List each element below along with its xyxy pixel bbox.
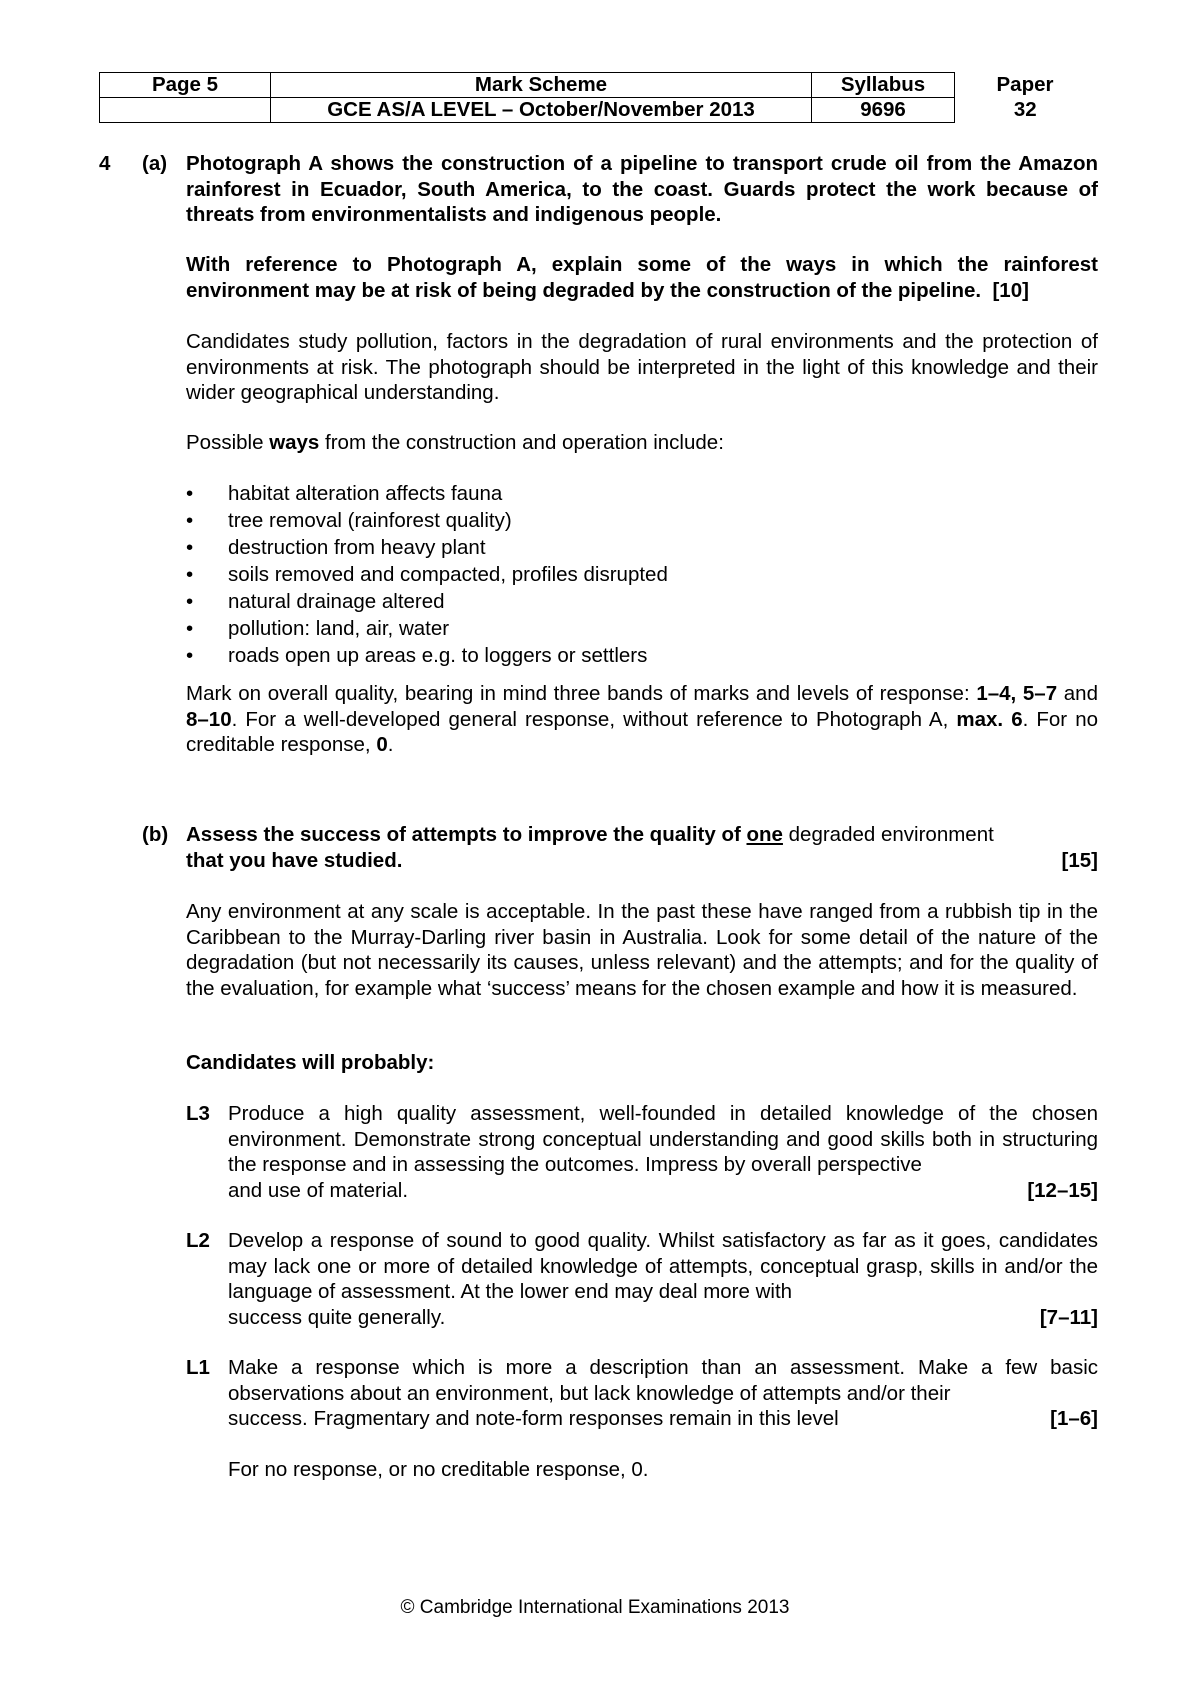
footer-copyright: © Cambridge International Examinations 2013 <box>400 1597 790 1618</box>
part-a-marks: [10] <box>992 278 1029 302</box>
level-last-line <box>228 1305 1098 1331</box>
part-a-question <box>186 252 1098 303</box>
no-response-note: For no response, or no creditable response, 0. <box>228 1458 649 1481</box>
part-a-marking-guidance <box>186 681 1098 758</box>
part-b-question-line2-text: that you have studied. <box>186 848 403 872</box>
level-last-text: success quite generally. <box>228 1305 446 1329</box>
header-paper-number: 32 <box>1013 98 1037 121</box>
marking-text: Mark on overall quality, bearing in mind three bands of marks and levels of response: <box>186 682 977 705</box>
list-item: • tree removal (rainforest quality) <box>186 507 1098 534</box>
part-a-label: (a) <box>142 152 168 175</box>
part-b-guidance: Any environment at any scale is acceptable. In the past these have ranged from a rubbish tip in the Caribbean to the Murray-Darling river basin in Australia. Look for some detail of the nature of the degradation (but not necessarily its causes, unless relevant) and the attempts; and for the quality of the evaluation, for example what ‘success’ means for the chosen example and how it is measured. <box>186 900 1098 1000</box>
marking-text: . For a well-developed general response, without reference to Photograph A, <box>231 707 957 731</box>
part-b-label: (b) <box>142 823 169 846</box>
header-table <box>99 72 1096 123</box>
level-code: L3 <box>186 1102 210 1125</box>
list-item: • natural drainage altered <box>186 588 1098 615</box>
header-syllabus-code: 9696 <box>812 98 955 123</box>
list-item: • roads open up areas e.g. to loggers or settlers <box>186 642 1098 669</box>
part-b-question-line1 <box>186 822 1098 848</box>
possible-ways-text: Possible <box>186 431 270 454</box>
marking-zero: 0 <box>376 733 388 756</box>
part-b-question-text: Assess the success of attempts to improve the quality of <box>186 823 747 846</box>
part-b-question-line2 <box>186 848 1098 874</box>
level-marks: [7–11] <box>1039 1305 1098 1329</box>
level-last-text: and use of material. <box>228 1178 409 1202</box>
list-item: • destruction from heavy plant <box>186 534 1098 561</box>
level-l2 <box>186 1228 1098 1330</box>
possible-ways-text-end: from the construction and operation include: <box>319 431 724 454</box>
level-l3 <box>186 1101 1098 1203</box>
header-page: Page 5 <box>100 73 271 98</box>
part-a-guidance: Candidates study pollution, factors in the degradation of rural environments and the protection of environments at risk. The photograph should be interpreted in the light of this knowledge and their wider geographical understanding. <box>186 330 1098 404</box>
header-exam: GCE AS/A LEVEL – October/November 2013 <box>271 98 812 123</box>
marking-band-3: 8–10 <box>186 707 232 731</box>
header-title: Mark Scheme <box>271 73 812 98</box>
level-l1 <box>186 1355 1098 1432</box>
part-b-marks: [15] <box>1061 848 1098 872</box>
list-item: • habitat alteration affects fauna <box>186 480 1098 507</box>
part-a-question-text: With reference to Photograph A, explain some of the ways in which the rainforest environment may be at risk of being degraded by the construction of the pipeline. <box>186 253 1098 302</box>
level-marks: [12–15] <box>1027 1178 1098 1202</box>
level-code: L2 <box>186 1229 210 1252</box>
ways-bullet-list <box>186 480 1098 669</box>
level-description: Produce a high quality assessment, well-founded in detailed knowledge of the chosen environment. Demonstrate strong conceptual understanding and good skills both in structuring the response and in assessing the outcomes. Impress by overall perspective <box>228 1102 1098 1176</box>
header-row <box>100 73 1096 98</box>
marking-text: and <box>1057 682 1098 705</box>
marking-max: max. 6 <box>956 707 1023 731</box>
header-empty-cell <box>100 98 271 123</box>
part-a-question-intro: Photograph A shows the construction of a pipeline to transport crude oil from the Amazon rainforest in Ecuador, South America, to the coast. Guards protect the work because of threats from environmentalists and indigenous people. <box>186 152 1098 226</box>
level-last-line <box>228 1406 1098 1432</box>
header-row <box>100 98 1096 123</box>
part-b-question-text-end: degraded environment <box>782 823 994 846</box>
list-item: • pollution: land, air, water <box>186 615 1098 642</box>
part-a-possible-ways <box>186 430 1098 456</box>
part-b-question-underlined: one <box>746 823 783 846</box>
level-description: Make a response which is more a description than an assessment. Make a few basic observations about an environment, but lack knowledge of attempts and/or their <box>228 1356 1098 1405</box>
question-number: 4 <box>99 152 111 175</box>
level-marks: [1–6] <box>1050 1407 1098 1430</box>
level-code: L1 <box>186 1356 210 1379</box>
header-paper-label: Paper <box>996 73 1054 96</box>
candidates-heading: Candidates will probably: <box>186 1051 435 1074</box>
marking-band-1: 1–4, 5–7 <box>976 682 1058 705</box>
level-description: Develop a response of sound to good quality. Whilst satisfactory as far as it goes, candidates may lack one or more of detailed knowledge of attempts, conceptual grasp, skills in and/or the language of assessment. At the lower end may deal more with <box>228 1229 1098 1303</box>
marking-text: . For no creditable response, <box>186 707 1099 756</box>
part-b-question <box>186 822 1098 873</box>
marking-text: . <box>387 733 394 756</box>
level-last-text: success. Fragmentary and note-form responses remain in this level <box>228 1407 839 1430</box>
list-item: • soils removed and compacted, profiles disrupted <box>186 561 1098 588</box>
header-syllabus-label: Syllabus <box>812 73 955 98</box>
level-last-line <box>228 1178 1098 1204</box>
possible-ways-bold: ways <box>269 431 320 454</box>
